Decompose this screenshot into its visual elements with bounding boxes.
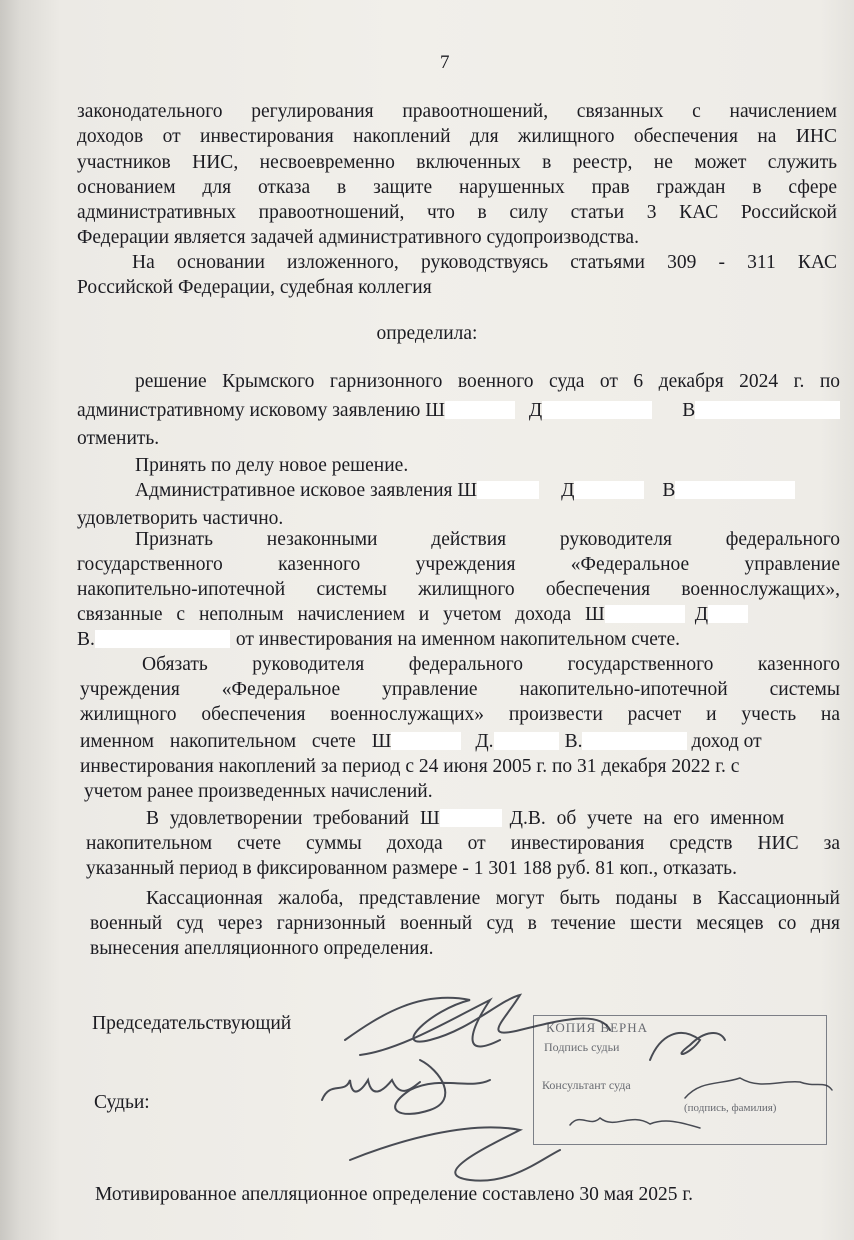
decision-line: накопительно-ипотечной системы жилищного обеспечения военнослужащих», [77,579,840,600]
decision-line: государственного казенного учреждения «Федеральное управление [77,554,840,575]
paragraph-line: Федерации является задачей административного судопроизводства. [77,227,639,248]
decision-line: вынесения апелляционного определения. [90,938,434,959]
paragraph-line: участников НИС, несвоевременно включенных в реестр, не может служить [77,152,837,173]
decision-line: указанный период в фиксированном размере - 1 301 188 руб. 81 коп., отказать. [86,858,737,879]
stamp-handwriting [685,1078,832,1098]
paragraph-line: административных правоотношений, что в силу статьи 3 КАС Российской [77,202,837,223]
paragraph-line: законодательного регулирования правоотношений, связанных с начислением [77,101,837,122]
decision-line: Кассационная жалоба, представление могут быть поданы в Кассационный [146,888,840,909]
operative-heading: определила: [376,323,478,344]
presiding-signature [360,1000,500,1055]
decision-line: решение Крымского гарнизонного военного суда от 6 декабря 2024 г. по [135,371,840,392]
stamp-line: (подпись, фамилия) [684,1102,777,1114]
decision-line: военный суд через гарнизонный военный суд в течение шести месяцев со дня [90,913,840,934]
decision-line: инвестирования накоплений за период с 24 июня 2005 г. по 31 декабря 2022 г. с [80,756,740,777]
decision-line: жилищного обеспечения военнослужащих» произвести расчет и учесть на [80,704,840,725]
judge-signature [395,1060,490,1114]
paragraph-line: На основании изложенного, руководствуясь статьями 309 - 311 КАС [132,252,837,273]
presiding-signature [345,995,610,1042]
paragraph-line: основанием для отказа в защите нарушенных прав граждан в сфере [77,177,837,198]
stamp-line: Подпись судьи [544,1040,620,1054]
stamp-line: Консультант суда [542,1078,631,1092]
decision-line: Признать незаконными действия руководителя федерального [135,529,840,550]
decision-line: Принять по делу новое решение. [135,455,409,476]
footer-note: Мотивированное апелляционное определение составлено 30 мая 2025 г. [95,1184,694,1205]
decision-line: накопительном счете суммы дохода от инвестирования средств НИС за [86,833,840,854]
paragraph-line: Российской Федерации, судебная коллегия [77,277,432,298]
stamp-title: КОПИЯ ВЕРНА [546,1020,649,1035]
decision-line: удовлетворить частично. [77,508,284,529]
decision-line: В. от инвестирования на именном накопительном счете. [77,629,680,650]
decision-line: административному исковому заявлению Ш Д В [77,398,840,424]
stamp-signature [650,1033,725,1060]
decision-line: связанные с неполным начислением и учетом дохода Ш Д [77,602,748,628]
decision-line: отменить. [77,428,160,449]
page-number: 7 [440,52,450,73]
paragraph-line: доходов от инвестирования накоплений для жилищного обеспечения на ИНС [77,126,837,147]
decision-line: В удовлетворении требований Ш Д.В. об учете на его именном [146,808,785,829]
judge-signature [350,1127,560,1180]
decision-line: именном накопительном счете Ш Д. В. доход от [80,731,762,752]
judges-label: Судьи: [94,1092,150,1113]
decision-line: Обязать руководителя федерального государственного казенного [142,654,840,675]
decision-line: учетом ранее произведенных начислений. [84,781,433,802]
decision-line: учреждения «Федеральное управление накопительно-ипотечной системы [80,679,840,700]
decision-line: Административное исковое заявления Ш Д В [135,478,795,504]
presiding-judge-label: Председательствующий [92,1013,292,1034]
stamp-handwriting [570,1118,700,1128]
judge-signature [322,1080,420,1100]
